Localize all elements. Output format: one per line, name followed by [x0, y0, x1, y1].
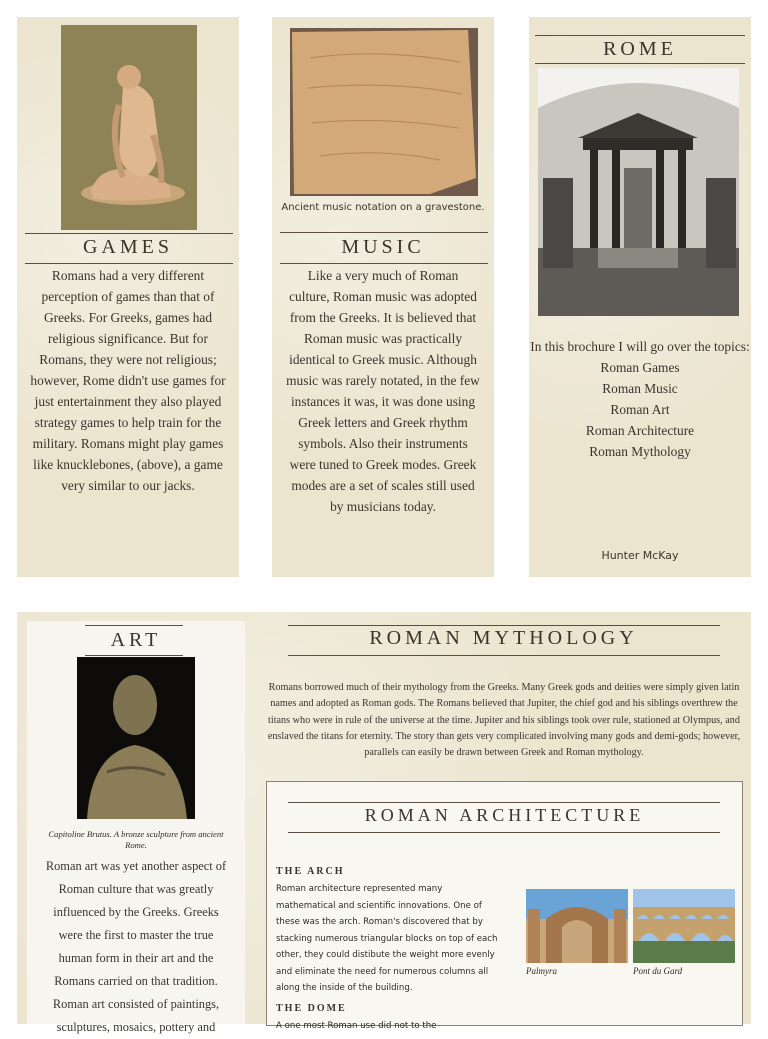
art-rule-bottom	[85, 655, 183, 656]
architecture-box	[266, 781, 743, 1031]
art-heading: ART	[110, 629, 162, 651]
palmyra-photo	[526, 889, 628, 963]
architecture-heading: ROMAN ARCHITECTURE	[364, 805, 645, 825]
art-body: Roman art was yet another aspect of Roman culture that was greatly influenced by the Greeks. Greeks were the first to master the true human form in their art and the Romans carried on that tradition. Roman art consisted of paintings, sculptures, mosaics, pottery and	[45, 859, 227, 1034]
dome-subheading: THE DOME	[276, 1003, 347, 1014]
arch-body: Roman architecture represented many mathematical and scientific innovations. One of these was the arch. Roman's discovered that by stacking numerous triangular blocks on top of each other, they could distibute the weight more evenly and eliminate the need for numerous columns all along the inside of the building.	[276, 884, 498, 993]
topic-roman-architecture: Roman Architecture	[585, 423, 695, 438]
music-body: Like a very much of Roman culture, Roman music was adopted from the Greeks. It is believed that Roman music was practically identical to Greek music. Although music was rarely notated, in the few instances it was, it was done using Greek letters and Greek rhythm symbols. Also their instruments were tuned to Greek modes. Greek modes are a set of scales still used by musicians today.	[286, 268, 480, 514]
roman-temple-engraving	[538, 68, 739, 316]
games-heading: GAMES	[82, 236, 173, 258]
topic-roman-art: Roman Art	[610, 402, 670, 417]
knucklebones-statue-image	[61, 25, 197, 230]
rome-rule-bottom	[535, 63, 745, 64]
dome-body: A one most Roman use did not to the	[276, 1021, 437, 1031]
architecture-rule-bottom	[288, 832, 720, 833]
rome-heading: ROME	[603, 38, 677, 60]
music-rule-top	[280, 232, 488, 233]
music-panel	[272, 17, 494, 577]
palmyra-caption: Palmyra	[526, 966, 557, 976]
art-image-caption: Capitoline Brutus. A bronze sculpture from ancient Rome.	[48, 829, 224, 850]
mythology-rule-top	[288, 625, 720, 626]
mythology-rule-bottom	[288, 655, 720, 656]
music-image-caption: Ancient music notation on a gravestone.	[281, 202, 485, 213]
architecture-rule-top	[288, 802, 720, 803]
rome-intro-text: In this brochure I will go over the topics:	[530, 339, 750, 354]
arch-subheading: THE ARCH	[276, 866, 345, 877]
music-rule-bottom	[280, 263, 488, 264]
art-column	[27, 621, 245, 1034]
music-heading: MUSIC	[341, 236, 425, 258]
topic-roman-music: Roman Music	[602, 381, 678, 396]
games-body: Romans had a very different perception of games than that of Greeks. For Greeks, games had religious significance. But for Romans, they were not religious; however, Rome didn't use games for just entertainment they also played strategy games to help train for the military. Romans might play games like knucklebones, (above), a game very similar to our jacks.	[30, 268, 226, 493]
mythology-heading: ROMAN MYTHOLOGY	[369, 627, 638, 649]
games-rule-bottom	[25, 263, 233, 264]
games-panel	[17, 17, 239, 577]
art-rule-top	[85, 625, 183, 626]
rome-panel	[529, 17, 751, 577]
topic-roman-mythology: Roman Mythology	[589, 444, 691, 459]
rome-intro	[529, 336, 751, 462]
games-rule-top	[25, 233, 233, 234]
mythology-body: Romans borrowed much of their mythology from the Greeks. Many Greek gods and deities were simply given latin names and adopted as Roman gods. The Romans believed that Jupiter, the chief god and his siblings overthrew the titans who were in rule of the universe at the time. Jupiter and his siblings took over rule, stationed at Olympus, and enslaved the titans for eternity. The story than gets very complicated involving many gods and demi-gods; however, parallels can easily be drawn between Greek and Roman mythology.	[267, 682, 741, 759]
topic-roman-games: Roman Games	[600, 360, 680, 375]
pont-du-gard-photo	[633, 889, 735, 963]
capitoline-brutus-image	[77, 657, 195, 819]
pont-du-gard-caption: Pont du Gard	[633, 966, 683, 976]
gravestone-image	[290, 28, 478, 196]
author-name: Hunter McKay	[601, 549, 679, 562]
rome-rule-top	[535, 35, 745, 36]
bottom-panel	[17, 612, 751, 1034]
